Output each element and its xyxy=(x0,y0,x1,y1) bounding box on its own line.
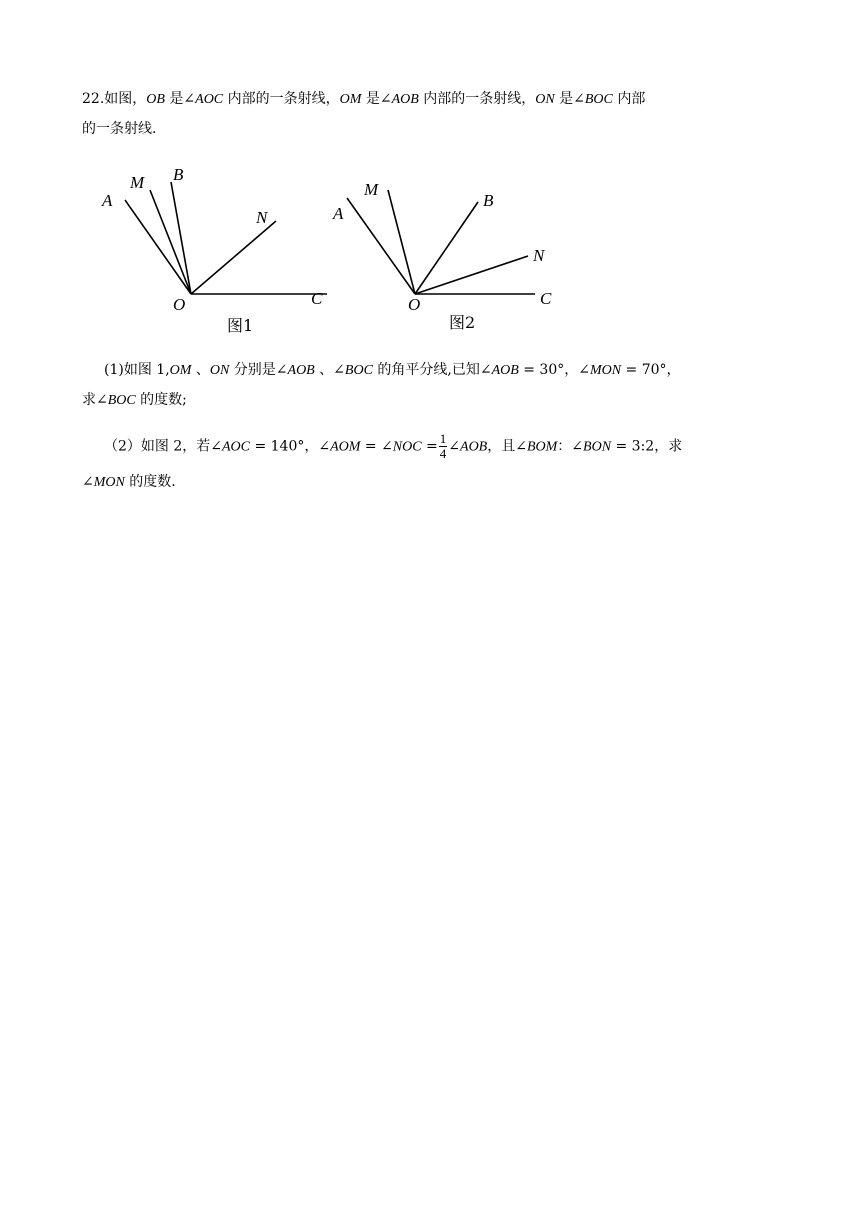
figure-1-diagram xyxy=(95,160,345,340)
label-C: C xyxy=(540,289,552,308)
label-B: B xyxy=(173,165,184,184)
ray-OB xyxy=(415,202,478,294)
part2-line1: （2）如图 2，若∠AOC = 140°，∠AOM = ∠NOC = $\frac{1}{4}$ ∠AOB，且∠BOM：∠BON = 3:2，求 xyxy=(104,431,683,461)
part1-line1: (1)如图 1,OM 、ON 分别是∠AOB 、∠BOC 的角平分线,已知∠AOB = 30°，∠MON = 70°， xyxy=(104,362,681,378)
label-A: A xyxy=(333,204,344,223)
part1-line2: 求∠BOC 的度数; xyxy=(82,392,187,408)
ray-OA xyxy=(125,200,191,294)
label-M: M xyxy=(130,173,145,192)
label-N: N xyxy=(256,208,268,227)
label-O: O xyxy=(408,295,421,314)
label-N: N xyxy=(533,246,545,265)
part2-line2: ∠MON 的度数. xyxy=(82,474,176,490)
ray-OA xyxy=(347,198,415,294)
ray-OM xyxy=(388,190,415,294)
ray-OM xyxy=(150,190,191,294)
ray-OB xyxy=(171,182,191,294)
label-B: B xyxy=(483,191,494,210)
problem-stem-line2: 的一条射线. xyxy=(82,121,157,137)
label-C: C xyxy=(311,289,323,308)
figure-2-diagram xyxy=(325,170,575,340)
ray-ON xyxy=(191,221,276,294)
figure-2-caption: 图2 xyxy=(449,313,476,332)
fraction-one-quarter: $\frac{1}{4}$ xyxy=(439,431,447,461)
problem-number: 22 xyxy=(82,91,100,107)
problem-stem-line1: 22.如图，OB 是∠AOC 内部的一条射线，OM 是∠AOB 内部的一条射线，ON 是∠BOC 内部 xyxy=(82,91,646,107)
ray-ON xyxy=(415,256,528,294)
label-M: M xyxy=(364,180,379,199)
label-A: A xyxy=(102,191,113,210)
figure-1-caption: 图1 xyxy=(227,316,254,335)
label-O: O xyxy=(173,295,186,314)
